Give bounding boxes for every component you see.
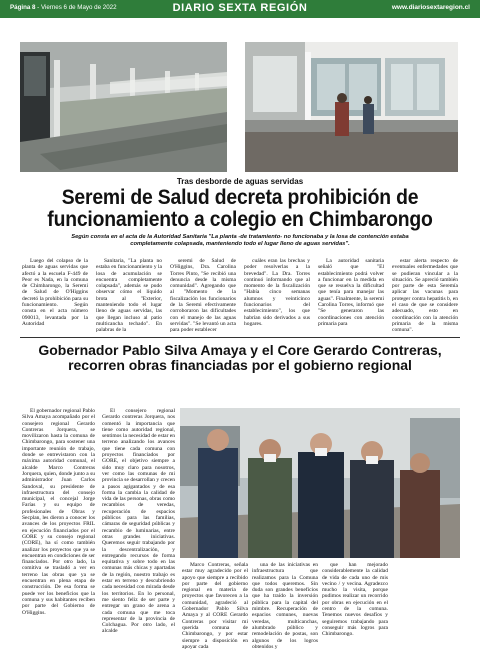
section-divider xyxy=(20,337,460,338)
column-text: Marco Contreras, señala estar muy agradecido por el apoyo que siempre a recibido por parte del gobierno regional en materia de proyectos que favorecen a la comunidad, agradeció al Gobernador Pablo Silva Amaya y al CORE Gerardo Contreras por visitar mi querida comuna de Chimbarongo, y por estar siempre a disposición en apoyar cada xyxy=(182,562,248,650)
article-column xyxy=(252,562,318,650)
column-text: cuáles eran las brechas y poder resolverlas a la brevedad". La Dra. Torres continuó informando que al momento de la fiscalización "Había cinco semanas alumnos y veinticinco funcionarios del establecimiento", los que habrían sido derivados a sus hogares. xyxy=(244,258,310,327)
article-kicker: Tras desborde de aguas servidas xyxy=(176,177,304,186)
article-column xyxy=(392,258,458,334)
column-text: estar alerta respecto de eventuales enfermedades que se pudieran vincular a la situación. Se apreció también por parte de esta Seremía aplicar las vacunas para proteger contra hepatitis b, en el caso de que se considere adecuado, esto en coordinación con la atención primaria de la misma comuna". xyxy=(392,258,458,334)
article-column xyxy=(170,258,236,334)
article-column xyxy=(322,562,388,638)
column-text: que han mejorado considerablemente la calidad de vida de cada uno de mis vecino / y vecina. Agradezco mucho la visita, porque pudimos realizar un recorrido por obras en ejecución en el centro de la comuna. Tenemos nuevos desafíos y seguiremos trabajando para conseguir más logros para Chimbarongo. xyxy=(322,562,388,638)
school-hallway-photo xyxy=(20,42,227,172)
article-column xyxy=(102,408,175,635)
column-text: El gobernador regional Pablo Silva Amaya acompañado por el consejero regional Gerardo Contreras Jorquera, se movilizaron hasta la comuna de Chimbarongo, para sostener una importante reunión de trabajo, donde se entrevistaron con la máxima autoridad comunal, el alcalde Marco Contreras Jorquera, quien, donde junto a su administrador Juan Carlos Sandoval, su presidente de infraestructura del consejo municipal, el concejal Jorge Farías y su equipo de profesionales de Obras y Secplan, les dieron a conocer los avances de los proyectos FRIL en ejecución financiados por el GORE y su consejo regional (CORE), ha sí como también analizar los proyectos que ya se encuentran en condiciones de ser financiados. Por otro lado, la comitiva se trasladó a ver en terreno las obras que ya se encuentran en plena etapa de construcción. De esa forma se puede ver los beneficios que la comuna y sus habitantes reciben por parte del Gobierno de O'Higgins. xyxy=(22,408,95,616)
article-column xyxy=(244,258,310,327)
column-text: Luego del colapso de la planta de aguas servidas que afectó a la escuela F-449 de Peor es Nada, en la comuna de Chimbarongo, la Seremi de Salud de O'Higgins decretó la prohibición para su funcionamiento. Según consta en el acta número 090013, levantada por la Autoridad xyxy=(22,258,88,327)
article-column xyxy=(22,408,95,616)
newspaper-name: DIARIO SEXTA REGIÓN xyxy=(172,2,308,14)
column-text: El consejero regional Gerardo contreras Jorquera, nos comentó la importancia que tiene como autoridad regional, sentimos la necesidad de estar en terreno analizando los avances que tiene cada comuna con proyectos financiados por GORE, el objetivo siempre a sido muy claro para nosotros, ver como las comunas de mi provincia se desarrollan y crecen a pasos agigantados y de esa forma la cambia la calidad de vida de las personas, obras como recambios de veredas, recuperación de espacios públicos para las familias, cámaras de seguridad públicas y recambio de luminarias, entre otras grandes iniciativas. Queremos seguir trabajando por la descentralización, y entregando recursos de forma equitativa y sobre todo en las comunas más chicas y apartadas de la región, nuestro trabajo es estar en terreno y descubriendo cada necesidad con mirada desde los territorios. En lo personal, me siento feliz de ser parte y entregar un grano de arena a cada comuna que me toca representar de la provincia de Colchagua. Por otro lado, el alcalde xyxy=(102,408,175,635)
article-column xyxy=(22,258,88,327)
column-text: La autoridad sanitaria señaló que "El establecimiento podrá volver a funcionar en la medida en que se resuelva la dificultad que tenía para manejar las aguas". Finalmente, la seremi Carolina Torres, informó que "Se generaron las coordinaciones con atención primaria para xyxy=(318,258,384,327)
officials-group-photo xyxy=(180,408,460,558)
article-column xyxy=(96,258,162,334)
column-text: Sanitaria, "La planta no estaba en funcionamiento y la losa de acumulación se encuentra completamente colapsada", además se pudo observar cómo el líquido brota al "Exterior, manteniendo todo el lugar lleno de aguas servidas, las que llegan incluso al patio multicancha techado". En palabras de la xyxy=(96,258,162,334)
column-text: una de las iniciativas en infraestructura que realizamos para la Comuna que todos queremos. Sin duda son grandes beneficios que ha traído la inversión pública para la capital del mimbre. Recuperación de espacios comunes, nuevas veredas, multicanchas, alumbrado público y remodelación de postas, son algunos de los logros obtenidos y xyxy=(252,562,318,650)
article-column xyxy=(318,258,384,327)
school-building-photo xyxy=(245,42,458,172)
article-column xyxy=(182,562,248,650)
newspaper-website: www.diariosextaregion.cl xyxy=(391,4,470,11)
issue-date: - Viernes 6 de Mayo de 2022 xyxy=(35,4,117,11)
main-headline: Seremi de Salud decreta prohibición de funcionamiento a colegio en Chimbarongo xyxy=(47,185,433,231)
newspaper-header xyxy=(0,0,480,18)
column-text: seremi de Salud de O'Higgins, Dra. Carolina Torres Pinto, "Se recibió una denuncia desde la misma comunidad". Agregando que al "Momento de la fiscalización los funcionarios de la Seremi efectivamente corroboraron las dificultades con el manejo de las aguas servidas". "Se levantó un acta para poder establecer xyxy=(170,258,236,334)
article-deck: Según consta en el acta de la Autoridad Sanitaria "La planta -de tratamiento- no funcionaba y la losa de contención estaba completamente colapsada, manteniendo todo el lugar lleno de aguas servidas". xyxy=(71,234,409,248)
second-headline: Gobernador Pablo Silva Amaya y el Core Gerardo Contreras, recorren obras financiadas por el gobierno regional xyxy=(38,342,442,373)
page-number: Página 8 xyxy=(10,4,36,11)
